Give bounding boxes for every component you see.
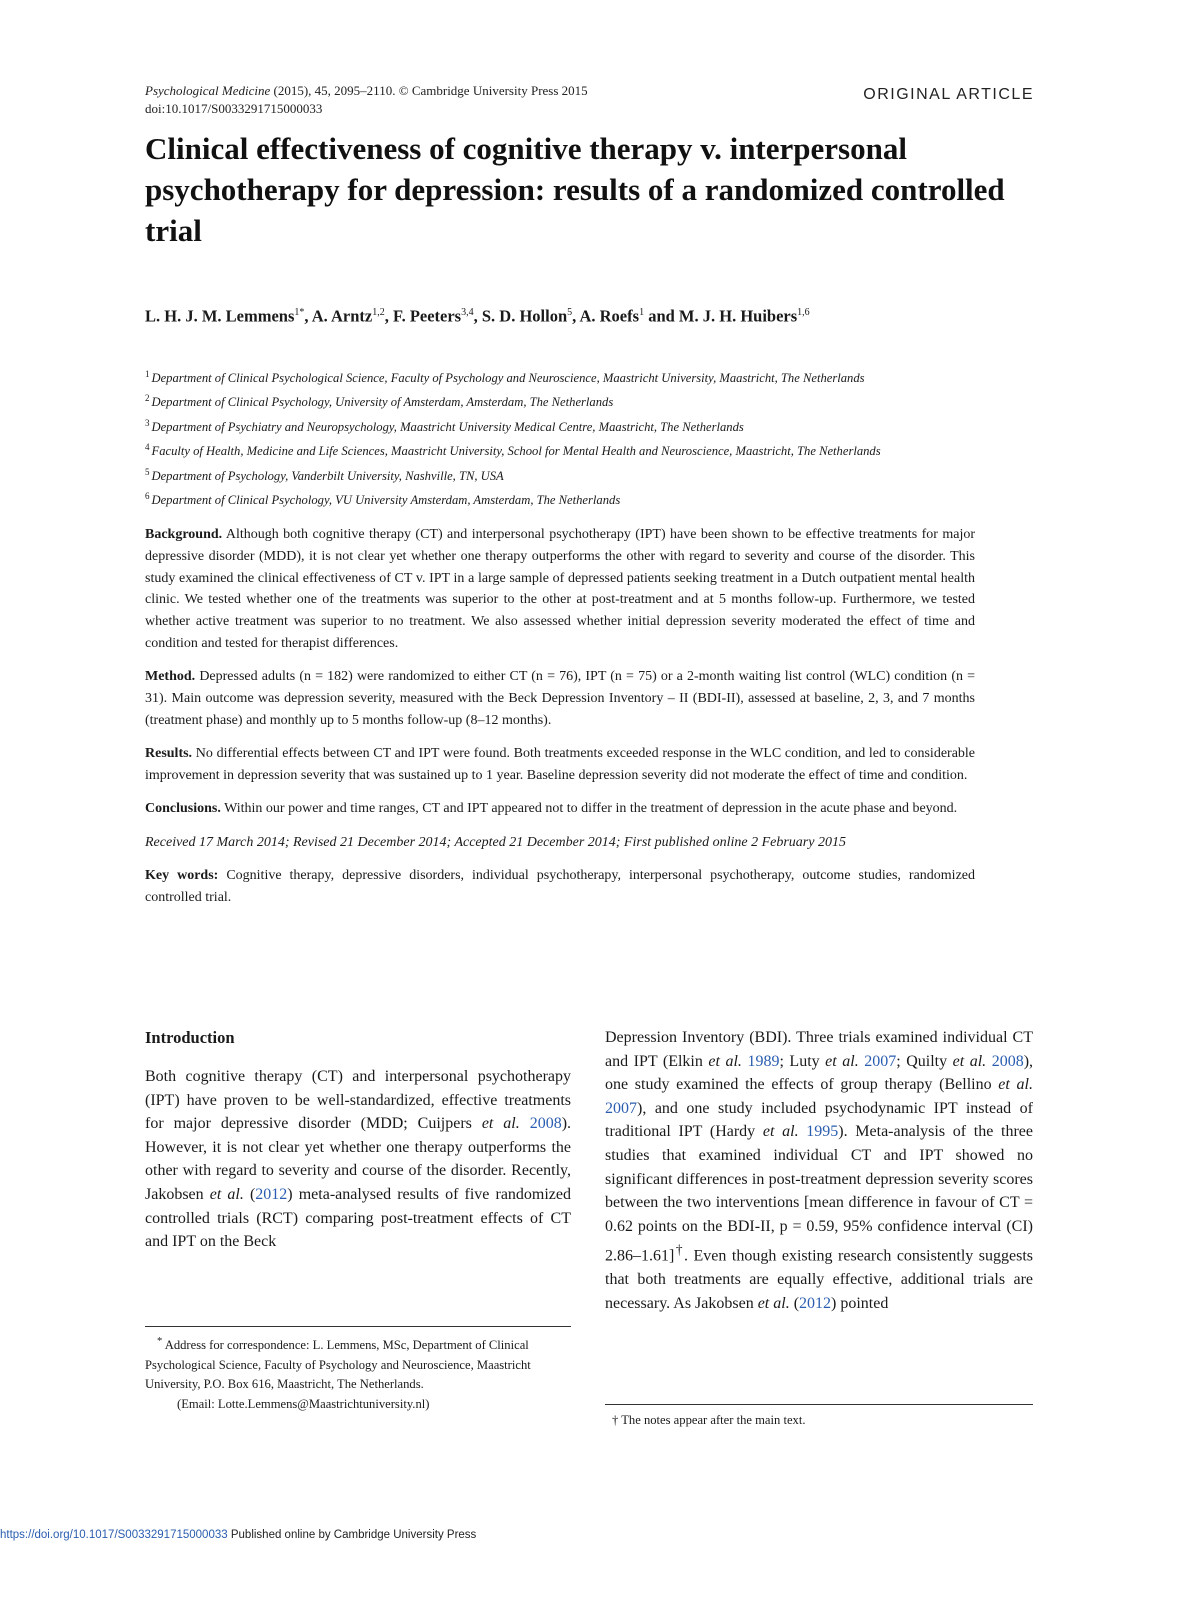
author-name: , S. D. Hollon: [473, 306, 568, 326]
notes-footnote: † The notes appear after the main text.: [612, 1413, 806, 1427]
author-affiliation-mark: 1*: [294, 307, 305, 318]
author-list: [145, 302, 845, 328]
body-text: ), and one study included psychodynamic IPT instead of traditional IPT (Hardy: [605, 1099, 1033, 1141]
publisher-note: Published online by Cambridge University Press: [227, 1529, 477, 1541]
affiliation-item: [145, 388, 1045, 412]
affiliation-text: Department of Clinical Psychological Science, Faculty of Psychology and Neuroscience, Maastricht University, Maastricht, The Netherlands: [151, 371, 865, 386]
intro-column-left: [145, 1026, 571, 1254]
author-name: L. H. J. M. Lemmens: [145, 306, 295, 326]
abstract-method-text: Depressed adults (n = 182) were randomized to either CT (n = 76), IPT (n = 75) or a 2-month waiting list control (WLC) condition (n = 31). Main outcome was depression severity, measured with the Beck Depression Inventory – II (BDI-II), assessed at baseline, 2, 3, and 7 months (treatment phase) and monthly up to 5 months follow-up (8–12 months).: [145, 669, 976, 728]
body-text: (: [789, 1294, 800, 1312]
body-text: Both cognitive therapy (CT) and interpersonal psychotherapy (IPT) have proven to be well-standardized, effective treatments for major depressive disorder (MDD; Cuijpers: [145, 1068, 571, 1133]
abstract-results: [145, 743, 975, 787]
affiliation-number: 1: [145, 369, 150, 379]
body-text: ). However, it is not clear yet whether one therapy outperforms the other with regard to severity and course of the disorder. Recently, Jakobsen: [145, 1115, 572, 1203]
footnote-divider-right: [605, 1404, 1033, 1405]
citation-link[interactable]: 2012: [255, 1185, 288, 1203]
author-name: and M. J. H. Huibers: [644, 306, 798, 326]
article-doi: doi:10.1017/S0033291715000033: [145, 101, 323, 116]
article-type-label: ORIGINAL ARTICLE: [863, 86, 1034, 103]
citation-link[interactable]: 1989: [747, 1052, 780, 1070]
citation-link[interactable]: 1995: [806, 1123, 839, 1141]
abstract-conclusions-text: Within our power and time ranges, CT and IPT appeared not to differ in the treatment of depression in the acute phase and beyond.: [224, 801, 958, 817]
author-affiliation-mark: 1,2: [372, 307, 385, 318]
abstract-background-text: Although both cognitive therapy (CT) and interpersonal psychotherapy (IPT) have been shown to be effective treatments for major depressive disorder (MDD), it is not clear yet whether one therapy outperforms the other with regard to severity and course of the disorder. This study examined the clinical effectiveness of CT v. IPT in a large sample of depressed patients seeking treatment in a Dutch outpatient mental health clinic. We tested whether one of the treatments was superior to the other at post-treatment and at 5 months follow-up. Furthermore, we tested whether active treatment was superior to no treatment. We also assessed whether initial depression severity moderated the effect of time and condition and tested for therapist differences.: [145, 527, 975, 651]
note-marker: †: [674, 1242, 685, 1258]
correspondence-text: Address for correspondence: L. Lemmens, MSc, Department of Clinical Psychological Science, Faculty of Psychology and Neuroscience, Maastricht University, P.O. Box 616, Maastricht, The Netherlands.: [145, 1338, 531, 1392]
body-text: . Even though existing research consistently suggests that both treatments are equally effective, additional trials are necessary. As Jakobsen: [605, 1247, 1033, 1312]
intro-column-right: [605, 1026, 1033, 1315]
citation-link[interactable]: 2007: [605, 1099, 637, 1117]
affiliation-text: Department of Clinical Psychology, University of Amsterdam, Amsterdam, The Netherlands: [151, 395, 614, 410]
abstract-conclusions-heading: Conclusions.: [145, 801, 221, 817]
affiliation-number: 4: [145, 442, 150, 453]
author-affiliation-mark: 3,4: [461, 307, 474, 318]
citation-link[interactable]: 2007: [864, 1052, 897, 1070]
section-heading-introduction: Introduction: [145, 1028, 235, 1047]
affiliation-text: Department of Psychiatry and Neuropsychology, Maastricht University Medical Centre, Maastricht, The Netherlands: [151, 419, 744, 434]
keywords: [145, 865, 975, 909]
abstract: [145, 524, 975, 920]
body-text: ), one study examined the effects of group therapy (Bellino: [605, 1052, 1034, 1094]
body-text: ) pointed: [831, 1294, 889, 1312]
affiliation-text: Department of Psychology, Vanderbilt University, Nashville, TN, USA: [151, 468, 504, 483]
author-name: , A. Arntz: [304, 306, 373, 326]
keywords-text: Cognitive therapy, depressive disorders, individual psychotherapy, interpersonal psychotherapy, outcome studies, randomized controlled trial.: [145, 867, 975, 905]
affiliation-number: 6: [145, 490, 150, 501]
affiliation-item: [145, 413, 1045, 437]
et-al: et al.: [825, 1052, 859, 1070]
abstract-conclusions: [145, 798, 975, 820]
affiliation-text: Department of Clinical Psychology, VU University Amsterdam, Amsterdam, The Netherlands: [151, 493, 621, 508]
affiliation-number: 3: [145, 417, 150, 428]
page-footer: [0, 1529, 476, 1541]
intro-paragraph-continued: [605, 1026, 1033, 1315]
et-al: et al.: [708, 1052, 742, 1070]
author-name: , F. Peeters: [384, 306, 462, 326]
et-al: et al.: [757, 1294, 790, 1312]
abstract-results-text: No differential effects between CT and IPT were found. Both treatments exceeded response in the WLC condition, and led to considerable improvement in depression severity that was sustained up to 1 year. Baseline depression severity did not moderate the effect of time and condition.: [145, 746, 976, 783]
abstract-background: [145, 524, 975, 655]
affiliation-list: [145, 364, 1045, 510]
affiliation-item: [145, 486, 1045, 510]
abstract-method-heading: Method.: [145, 669, 196, 685]
body-text: ). Meta-analysis of the three studies that examined individual CT and IPT showed no significant differences in post-treatment depression severity scores between the two interventions [mean difference in favour of CT = 0.62 points on the BDI-II, p = 0.59, 95% confidence interval (CI) 2.86–1.61]: [605, 1123, 1034, 1265]
publication-dates: Received 17 March 2014; Revised 21 December 2014; Accepted 21 December 2014; First published online 2 February 2015: [145, 834, 846, 850]
journal-header: [145, 82, 588, 118]
affiliation-item: [145, 462, 1045, 486]
abstract-method: [145, 666, 975, 731]
author-affiliation-mark: 1,6: [797, 307, 810, 318]
et-al: et al.: [998, 1076, 1033, 1094]
et-al: et al.: [481, 1115, 520, 1133]
et-al: et al.: [762, 1123, 799, 1141]
correspondence-footnote: [145, 1332, 571, 1415]
body-text: ; Luty: [779, 1052, 826, 1070]
abstract-background-heading: Background.: [145, 527, 223, 542]
citation-link[interactable]: 2008: [529, 1115, 562, 1133]
journal-name: Psychological Medicine: [145, 83, 271, 98]
affiliation-number: 5: [145, 466, 150, 477]
citation-link[interactable]: 2008: [991, 1052, 1024, 1070]
footnote-divider-left: [145, 1326, 571, 1327]
citation-link[interactable]: 2012: [799, 1294, 832, 1312]
affiliation-item: [145, 437, 1045, 461]
author-affiliation-mark: 5: [567, 307, 573, 318]
article-title: Clinical effectiveness of cognitive therapy v. interpersonal psychotherapy for depression: results of a randomized controlled trial: [145, 131, 1005, 248]
body-text: ; Quilty: [896, 1052, 953, 1070]
author-name: , A. Roefs: [572, 306, 640, 326]
intro-paragraph: [145, 1065, 571, 1254]
body-text: ) meta-analysed results of five randomized controlled trials (RCT) comparing post-treatment effects of CT and IPT on the Beck: [145, 1185, 572, 1251]
et-al: et al.: [209, 1185, 244, 1203]
keywords-heading: Key words:: [145, 867, 219, 883]
doi-link[interactable]: https://doi.org/10.1017/S0033291715000033: [0, 1529, 228, 1541]
affiliation-item: [145, 364, 1045, 388]
et-al: et al.: [952, 1052, 987, 1070]
body-text: Depression Inventory (BDI). Three trials examined individual CT and IPT (Elkin: [605, 1029, 1033, 1070]
journal-citation: (2015), 45, 2095–2110. © Cambridge University Press 2015: [273, 83, 588, 98]
body-text: (: [243, 1185, 256, 1203]
journal-citation-line: [145, 82, 588, 100]
correspondence-address: [145, 1332, 571, 1395]
author-affiliation-mark: 1: [639, 307, 645, 318]
correspondence-email: (Email: Lotte.Lemmens@Maastrichtuniversity.nl): [177, 1396, 430, 1411]
affiliation-text: Faculty of Health, Medicine and Life Sciences, Maastricht University, School for Mental Health and Neuroscience, Maastricht, The Netherlands: [151, 444, 881, 459]
abstract-results-heading: Results.: [145, 746, 193, 762]
footnote-marker: *: [157, 1336, 163, 1347]
affiliation-number: 2: [145, 393, 150, 404]
